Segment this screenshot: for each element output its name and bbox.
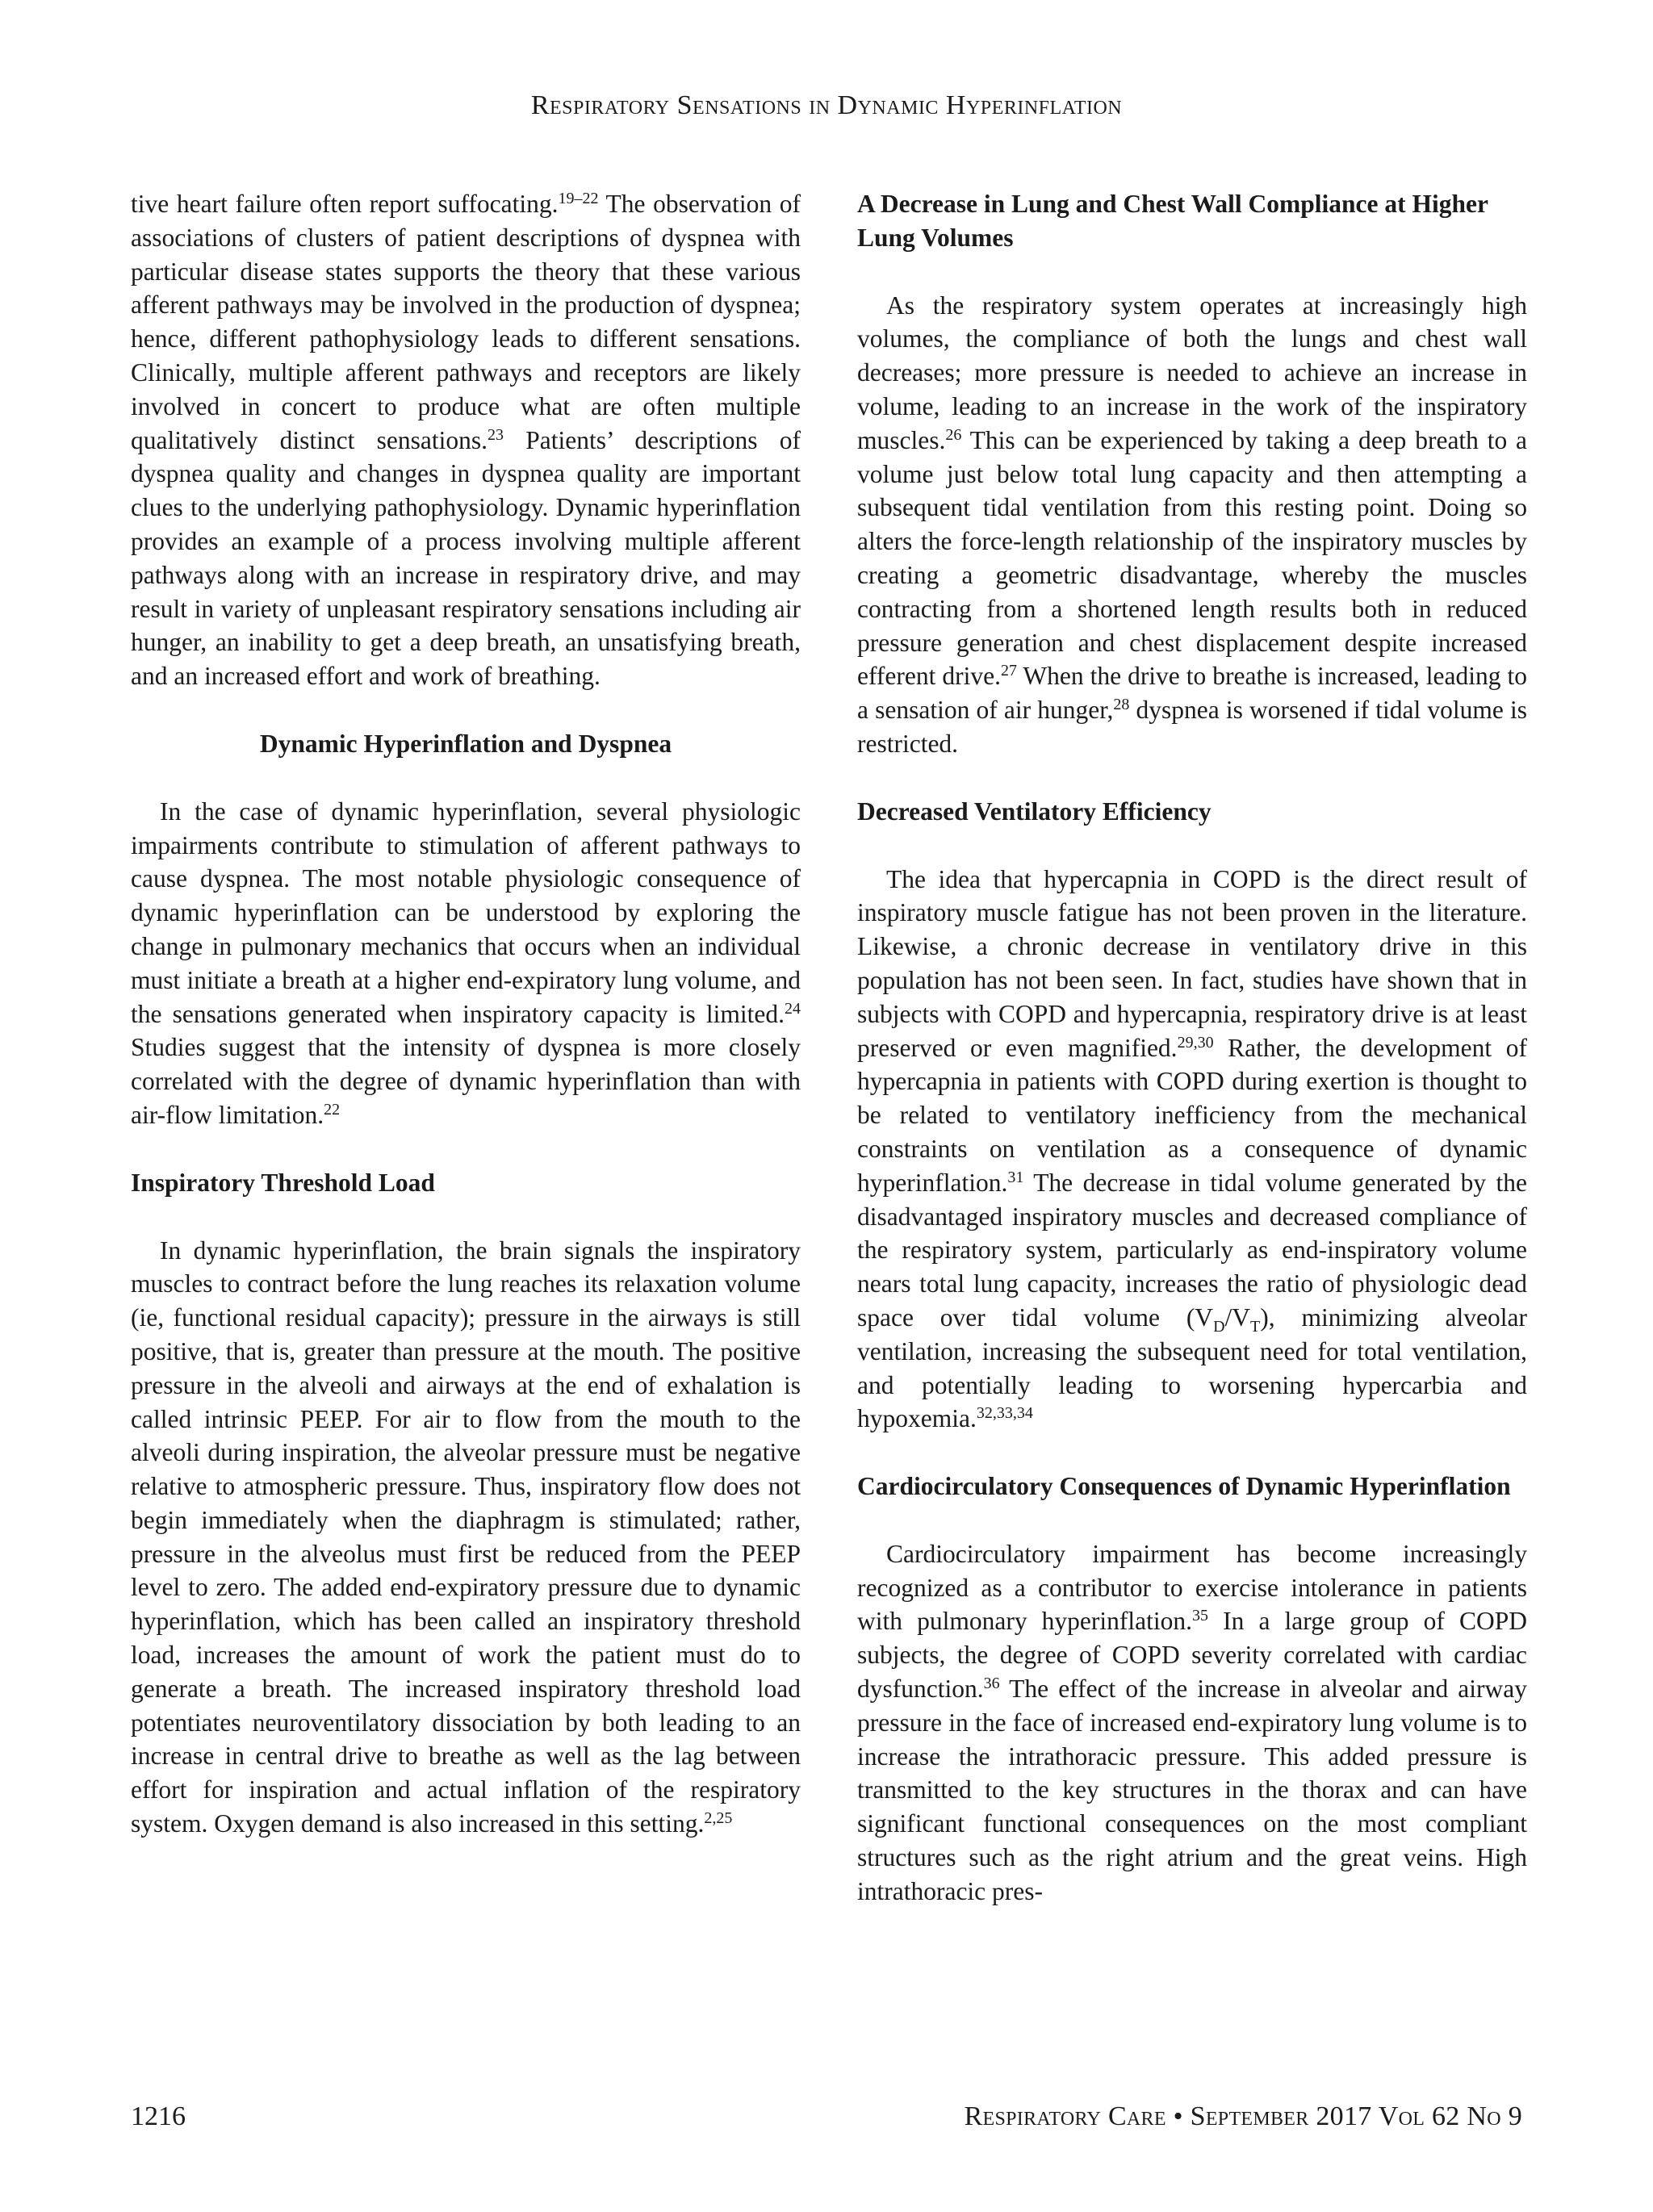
left-paragraph-1: tive heart failure often report suffocating.$^{19-22}$ The observation of associations of clusters of patient descriptions of dyspnea with particular disease states supports the theory that these various afferent pathways may be involved in the production of dyspnea; hence, different pathophysiology leads to different sensations. Clinically, multiple afferent pathways and receptors are likely involved in concert to produce what are often multiple qualitatively distinct sensations.$^{23}$ Patients’ descriptions of dyspnea quality and changes in dyspnea quality are important clues to the underlying pathophysiology. Dynamic hyperinflation provides an example of a process involving multiple afferent pathways along with an increase in respiratory drive, and may result in variety of unpleasant respiratory sensations including air hunger, an inability to get a deep breath, an unsatisfying breath, and an increased effort and work of breathing. — [131, 190, 801, 691]
right-paragraph-1: As the respiratory system operates at increasingly high volumes, the compliance of both the lungs and chest wall decreases; more pressure is needed to achieve an increase in volume, leading to an increase in the work of the inspiratory muscles.$^{26}$ This can be experienced by taking a deep breath to a volume just below total lung capacity and then attempting a subsequent tidal ventilation from this resting point. Doing so alters the force-length relationship of the inspiratory muscles by creating a geometric disadvantage, whereby the muscles contracting from a shortened length results both in reduced pressure generation and chest displacement despite increased efferent drive.$^{27}$ When the drive to breathe is increased, leading to a sensation of air hunger,$^{28}$ dyspnea is worsened if tidal volume is restricted. — [857, 291, 1528, 758]
right-paragraph-3: Cardiocirculatory impairment has become increasingly recognized as a contributor to exercise intolerance in patients with pulmonary hyperinflation.$^{35}$ In a large group of COPD subjects, the degree of COPD severity correlated with cardiac dysfunction.$^{36}$ The effect of the increase in alveolar and airway pressure in the face of increased end-expiratory lung volume is to increase the intrathoracic pressure. This added pressure is transmitted to the key structures in the thorax and can have significant functional consequences on the most compliant structures such as the right atrium and the great veins. High intrathoracic pres- — [857, 1539, 1527, 1905]
left-column — [131, 187, 801, 1841]
subsection-heading-cardiocirculatory: Cardiocirculatory Consequences of Dynamic Hyperinflation — [857, 1472, 1511, 1501]
subsection-heading-ventilatory-efficiency: Decreased Ventilatory Efficiency — [857, 797, 1212, 826]
running-head: Respiratory Sensations in Dynamic Hyperinflation — [530, 90, 1123, 120]
right-paragraph-2: The idea that hypercapnia in COPD is the direct result of inspiratory muscle fatigue has not been proven in the literature. Likewise, a chronic decrease in ventilatory drive in this population has not been seen. In fact, studies have shown that in subjects with COPD and hypercapnia, respiratory drive is at least preserved or even magnified.$^{29,30}$ Rather, the development of hypercapnia in patients with COPD during exertion is thought to be related to ventilatory inefficiency from the mechanical constraints on ventilation as a consequence of dynamic hyperinflation.$^{31}$ The decrease in tidal volume generated by the disadvantaged inspiratory muscles and decreased compliance of the respiratory system, particularly as end-inspiratory volume nears total lung capacity, increases the ratio of physiologic dead space over tidal volume $(V_D/V_T)$, minimizing alveolar ventilation, increasing the subsequent need for total ventilation, and potentially leading to worsening hypercarbia and hypoxemia.$^{32,33,34}$ — [857, 864, 1528, 1433]
page-number: 1216 — [131, 2101, 186, 2131]
subsection-heading-inspiratory-threshold-load: Inspiratory Threshold Load — [131, 1168, 435, 1197]
journal-citation: Respiratory Care • September 2017 Vol 62 No 9 — [964, 2101, 1522, 2131]
left-paragraph-2: In the case of dynamic hyperinflation, several physiologic impairments contribute to stimulation of afferent pathways to cause dyspnea. The most notable physiologic consequence of dynamic hyperinflation can be understood by exploring the change in pulmonary mechanics that occurs when an individual must initiate a breath at a higher end-expiratory lung volume, and the sensations generated when inspiratory capacity is limited.$^{24}$ Studies suggest that the intensity of dyspnea is more closely correlated with the degree of dynamic hyperinflation than with air-flow limitation.$^{22}$ — [131, 797, 801, 1129]
subsection-heading-compliance: A Decrease in Lung and Chest Wall Compliance at Higher Lung Volumes — [857, 190, 1488, 252]
section-heading-dynamic-hyperinflation: Dynamic Hyperinflation and Dyspnea — [259, 729, 672, 758]
left-paragraph-3: In dynamic hyperinflation, the brain signals the inspiratory muscles to contract before the lung reaches its relaxation volume (ie, functional residual capacity); pressure in the airways is still positive, that is, greater than pressure at the mouth. The positive pressure in the alveoli and airways at the end of exhalation is called intrinsic PEEP. For air to flow from the mouth to the alveoli during inspiration, the alveolar pressure must be negative relative to atmospheric pressure. Thus, inspiratory flow does not begin immediately when the diaphragm is stimulated; rather, pressure in the alveolus must first be reduced from the PEEP level to zero. The added end-expiratory pressure due to dynamic hyperinflation, which has been called an inspiratory threshold load, increases the amount of work the patient must do to generate a breath. The increased inspiratory threshold load potentiates neuroventilatory dissociation by both leading to an increase in central drive to breathe as well as the lag between effort for inspiration and actual inflation of the respiratory system. Oxygen demand is also increased in this setting.$^{2,25}$ — [131, 1236, 801, 1838]
right-column — [857, 187, 1527, 1909]
